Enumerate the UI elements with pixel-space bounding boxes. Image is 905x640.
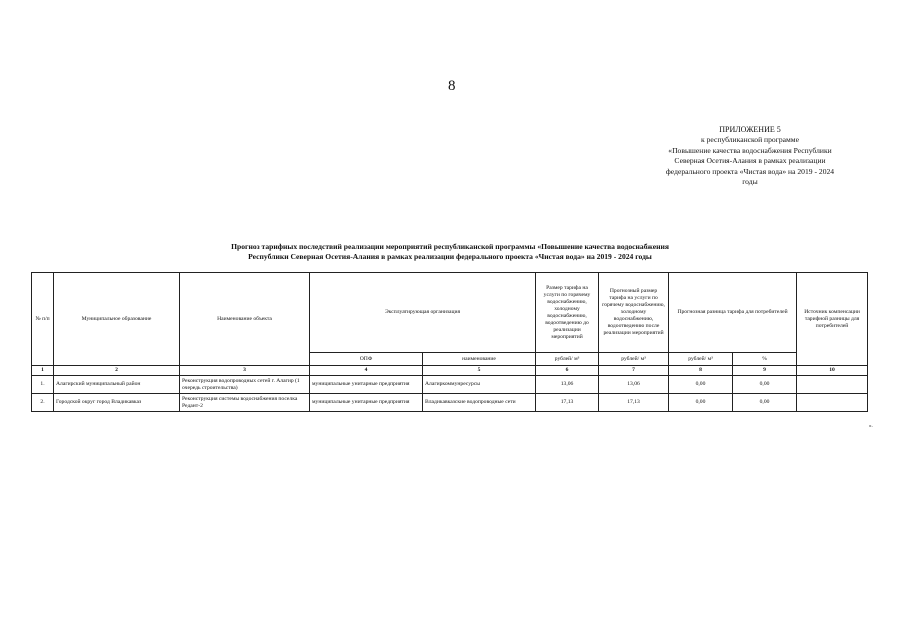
row-tariff-after: 13,06	[599, 376, 669, 394]
document-title	[150, 242, 750, 262]
column-number: 9	[733, 366, 797, 376]
appendix-line: федерального проекта «Чистая вода» на 2019 - 2024	[665, 166, 835, 176]
row-opf: муниципальные унитарные предприятия	[310, 376, 423, 394]
document-title-line: Прогноз тарифных последствий реализации мероприятий республиканской программы «Повышение качества водоснабжения	[231, 242, 669, 251]
row-opf: муниципальные унитарные предприятия	[310, 394, 423, 412]
row-num: 1.	[32, 376, 54, 394]
header-operator: Эксплуатирующая организация	[310, 273, 536, 353]
row-object: Реконструкция системы водоснабжения поселка Редант-2	[180, 394, 310, 412]
header-opf: ОПФ	[310, 353, 423, 366]
tariff-table	[31, 272, 868, 412]
row-name: Алагиркоммунресурсы	[423, 376, 536, 394]
column-number-row	[32, 366, 868, 376]
row-source	[797, 376, 868, 394]
header-unit: рублей/ м³	[536, 353, 599, 366]
table-row	[32, 394, 868, 412]
header-percent: %	[733, 353, 797, 366]
appendix-line: к республиканской программе	[701, 135, 799, 145]
page-number: 8	[448, 78, 456, 94]
document-title-line: Республики Северная Осетия-Алания в рамках реализации федерального проекта «Чистая вода» на 2019 - 2024 годы	[248, 252, 652, 261]
header-num: № п/п	[32, 273, 54, 366]
row-municipality: Алагирский муниципальный район	[54, 376, 180, 394]
column-number: 3	[180, 366, 310, 376]
column-number: 1	[32, 366, 54, 376]
row-municipality: Городской округ город Владикавказ	[54, 394, 180, 412]
column-number: 4	[310, 366, 423, 376]
row-source	[797, 394, 868, 412]
appendix-title: ПРИЛОЖЕНИЕ 5	[719, 125, 781, 134]
row-tariff-after: 17,13	[599, 394, 669, 412]
row-diff-pct: 0,00	[733, 376, 797, 394]
row-tariff-before: 17,13	[536, 394, 599, 412]
column-number: 8	[669, 366, 733, 376]
column-number: 5	[423, 366, 536, 376]
header-municipality: Муниципальное образование	[54, 273, 180, 366]
appendix-block	[640, 125, 860, 187]
row-tariff-before: 13,06	[536, 376, 599, 394]
header-row	[32, 273, 868, 353]
header-unit: рублей/ м³	[669, 353, 733, 366]
header-tariff-size: Размер тарифа на услуги по горячему водоснабжению, холодному водоснабжению, водоотведению до реализации мероприятий	[536, 273, 599, 353]
header-source: Источник компенсации тарифной разницы для потребителей	[797, 273, 868, 366]
header-name: наименование	[423, 353, 536, 366]
column-number: 7	[599, 366, 669, 376]
row-object: Реконструкция водопроводных сетей г. Алагир (1 очередь строительства)	[180, 376, 310, 394]
column-number: 2	[54, 366, 180, 376]
header-tariff-forecast: Прогнозный размер тарифа на услуги по горячему водоснабжению, холодному водоснабжению, водоотведению после реализации мероприятий	[599, 273, 669, 353]
row-num: 2.	[32, 394, 54, 412]
table-row	[32, 376, 868, 394]
column-number: 10	[797, 366, 868, 376]
header-unit: рублей/ м³	[599, 353, 669, 366]
row-diff-pct: 0,00	[733, 394, 797, 412]
appendix-line: «Повышение качества водоснабжения Республики	[668, 145, 832, 155]
appendix-line: Северная Осетия-Алания в рамках реализации	[674, 156, 826, 166]
appendix-line: годы	[742, 177, 758, 187]
closing-quote-mark: ».	[869, 424, 873, 429]
row-diff-rub: 0,00	[669, 394, 733, 412]
header-tariff-diff: Прогнозная разница тарифа для потребителей	[669, 273, 797, 353]
header-object: Наименование объекта	[180, 273, 310, 366]
column-number: 6	[536, 366, 599, 376]
row-name: Владикавказские водопроводные сети	[423, 394, 536, 412]
row-diff-rub: 0,00	[669, 376, 733, 394]
